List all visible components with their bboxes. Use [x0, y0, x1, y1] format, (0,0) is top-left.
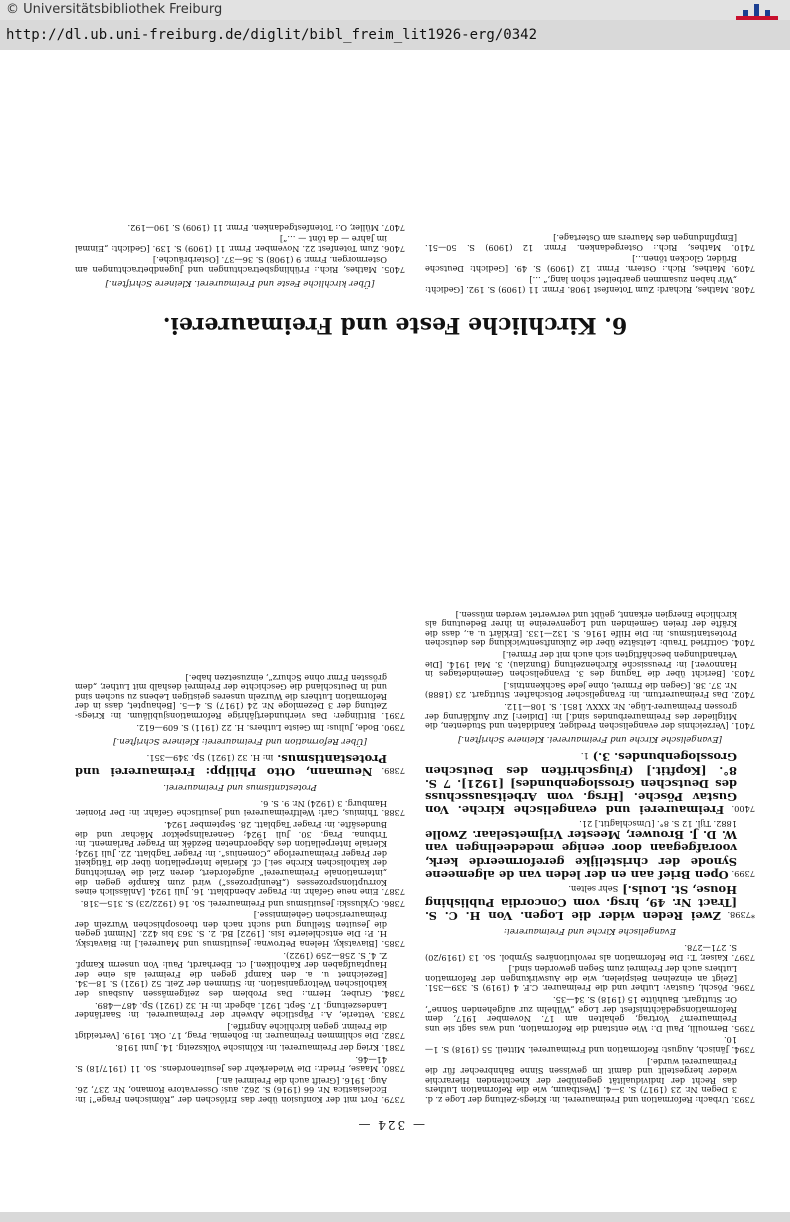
bibliography-entry	[75, 798, 405, 817]
bibliography-entry	[75, 819, 405, 896]
entry-number: 7394.	[728, 1045, 755, 1056]
bibliography-entry	[75, 950, 405, 998]
entry-number: 7407.	[378, 222, 405, 233]
entry-number: 7408.	[728, 285, 755, 295]
entry-number: 7380.	[378, 1064, 405, 1075]
copyright-bar	[0, 0, 790, 20]
entry-title: Neumann, Otto Philipp: Freimaurerei und Protestantismus.	[74, 751, 387, 780]
entry-text: Die schlimmen Freimaurer. in: Bohemia. Prag, 17. Okt. 1919. [Verteidigt die Freimr. gegen kirchliche Angriffe.]	[75, 1021, 387, 1042]
entry-number: 7388.	[378, 808, 405, 819]
entry-text: Vetterle, A.: Päpstliche Abwehr der Freimaurerei. in: Saarländer Landeszeitung. 17. Sept. 1921. abgedr. in: H. 32 (1921) Sp. 487—489.	[75, 1000, 387, 1021]
lower-right-column	[425, 230, 755, 294]
entry-number: 7404.	[728, 638, 755, 649]
bibliography-entry	[75, 255, 405, 274]
entry-text: Gruber, Herm.: Das Problem des zeitgemässen Ausbaus der katholischen Weltorganisation. in: Stimmen der Zeit. 52 (1921) S. 18—34. [Bezeichnet u. a. den Kampf gegen die Freimrei als eine der Hauptaufgaben der Katholiken.] ct. Eberhardt, Paul: Von unserm Kampf. Z. 4. S. 258—259 (1922).	[74, 950, 387, 1000]
entry-number: 7379.	[378, 1095, 405, 1105]
bibliography-entry	[75, 1054, 405, 1073]
entry-number: 7409.	[725, 263, 755, 274]
entry-text: in: H. 32 (1921) Sp. 349—351.	[146, 752, 274, 763]
entry-text: Mathes, Richard: Zum Totenfest 1908. Frmr. 11 (1909) S. 192. [Gedicht: „Wir haben zusammen gearbeitet schon lang,“ …]	[424, 275, 737, 295]
entry-text: Fort mit der Konfusion über das Erlöschen der „Römischen Frage“! in: Ecclesiastica Nr. 66 (1916) S. 262. aus: Osservatore Romano, Nr. 237, 26. Aug. 1916. [Greift auch die Freimrei an.]	[75, 1075, 387, 1105]
entry-number: 7385.	[377, 939, 405, 950]
bottom-bar	[0, 1212, 790, 1222]
entry-text: 1882. Tijl. 12 S. 8°. [Umschlagtit.] 21.	[579, 818, 737, 829]
entry-number: 7390.	[378, 722, 405, 733]
url-bar[interactable]	[0, 20, 790, 50]
bibliography-entry	[75, 752, 405, 778]
entry-number: 7406.	[378, 243, 405, 254]
entry-number: 7397.	[728, 952, 755, 963]
subsection-heading: [Evangelische Kirche und Freimaurerei. Kleinere Schriften.]	[458, 734, 722, 745]
entry-number: 7381.	[378, 1043, 405, 1054]
bibliography-entry	[75, 1021, 405, 1040]
bibliography-entry	[425, 232, 755, 251]
page-number: — 324 —	[356, 1118, 425, 1132]
bibliography-entry	[75, 1042, 405, 1052]
entry-text: Bernoulli, Paul D.: Wie entstand die Reformation, und was sagt sie uns Freimaurern? Vortrag, gehalten am 17. November 1917, dem Reformationsgedächtnisfest der Loge „Wilhelm zur aufgehenden Sonne“, Or. Stuttgart. Bauhütte 15 (1918) S. 34—35.	[425, 995, 737, 1034]
entry-text: [Bericht über die Tagung des 3. Evangelischen Gemeindetages in Hannover.] in: Preussische Kirchenzeitung (Bunzlau). 3. Mai 1914. [Die Verhandlungen beschäftigten sich auch mit der Frmrei.]	[425, 650, 737, 680]
url-text[interactable]: http://dl.ub.uni-freiburg.de/diglit/bibl_freim_lit1926-erg/0342	[6, 27, 538, 43]
entry-title: Zwei Reden wider die Logen. Von H. C. S. [Tract Nr. 49, hrsg. vom Concordia Publishing House, St. Louis.]	[425, 883, 737, 924]
entry-text: Urbach: Reformation und Freimaurerei. in: Kriegs-Zeitung der Loge z. d. 3 Degen Nr. 23 (1917) S. 3—4. [Westbaum, wie die Reformation Luthers das Recht der Individualität gegenüber der knechtenden Hierarchie wieder hergestellt und damit im gewissen Sinne Bahnbrecher für die Freimaurerei wurde.]	[425, 1056, 737, 1105]
entry-number: 7382.	[378, 1031, 405, 1042]
entry-text: Gottfried Traub: Leitsätze über die Zukunftsentwicklung des deutschen Protestantismus. in: Die Hilfe 1916. S. 132—133. [Erklärt u. a., dass die Kräfte der freien Gemeinden und Logenvereine in ihrer Bedeutung als kirchliche Energien erkannt, geübt und verwertet werden müssen.]	[425, 609, 737, 649]
bibliography-entry	[425, 818, 755, 880]
subsection-heading: [Über Reformation und Freimaurerei: Kleinere Schriften.]	[113, 735, 367, 746]
entry-number: 7410.	[721, 242, 755, 253]
entry-number: 7402.	[728, 690, 755, 701]
copyright-text: © Universitätsbibliothek Freiburg	[6, 2, 223, 17]
bibliography-entry	[425, 750, 755, 816]
entry-text: Bittlinger: Das vierhundertjährige Reformationsjubiläum. in: Kriegs-Zeitung der 3 Dezemloge Nr. 24 (1917) S. 4—5. [Behauptet, dass in der Reformation Luthers die Wurzeln unseres geistigen Lebens zu suchen sind und in Deutschland die Geschichte der Freimrei deshalb mit Luther, „dem grössten Frmr ohne Schurz“, einzusetzen habe.]	[74, 672, 387, 722]
entry-number: 7400.	[724, 804, 755, 815]
rotated-page	[10, 50, 780, 1212]
section-heading: 6. Kirchliche Feste und Freimaurerei.	[162, 312, 628, 338]
entry-number: 7403.	[725, 669, 755, 680]
entry-text: Pöschl, Gustav: Luther und die Freimaurer. C.F. 4 (1919) S. 339—351. [Zeigt an einzelnen Beispielen, wie die Auswirkungen der Reformation Luthers auch der Freimrei zum Segen geworden sind.]	[425, 964, 737, 994]
entry-number: 7391.	[375, 711, 405, 722]
bibliography-entry	[425, 649, 755, 678]
entry-number: 7383.	[374, 1010, 405, 1021]
entry-number: 7393.	[728, 1095, 755, 1105]
subsection-heading: Evangelische Kirche und Freimaurerei:	[504, 926, 676, 937]
entry-number: 7389.	[372, 766, 405, 777]
entry-number: 7399.	[728, 868, 755, 879]
entry-number: 7405.	[376, 264, 405, 275]
entry-text: Thimius, Carl: Weltfreimaurerei und jesuitische Gefahr. in: Der Pionier. Hamburg. 3 (1924) Nr. 9. S. 6.	[75, 798, 387, 819]
entry-number: 7396.	[727, 983, 755, 994]
entry-text: Mathes, Rich.: Frühlingsbetrachtungen und Jugendbetrachtungen am Ostermorgen. Frmr. 9 (1908) S. 36—37. [Osterbräuche.]	[75, 255, 387, 275]
entry-number: 7395.	[728, 1023, 755, 1034]
bibliography-entry	[75, 672, 405, 720]
bibliography-entry	[75, 222, 405, 232]
bibliography-entry	[425, 1035, 755, 1054]
entry-number: 7387.	[378, 887, 405, 898]
scanned-page	[10, 50, 780, 1212]
entry-text: 1.	[580, 751, 589, 762]
bibliography-entry	[75, 722, 405, 732]
entry-text: Eine neue Gefahr. in: Prager Abendblatt. 16. Juli 1924. [Anlässlich eines Korruptionsprozesses („Reuniprozess“) wird zum Kampfe gegen die „internationale Freimaurerei“ aufgefordert, deren Ziel die Vernichtung der katholischen Kirche sei.] cf. Kleriale Interpellation über die Tätigkeit der Prager Freimaurerloge „Comenius“. in: Prager Tagblatt. 22. Juli 1924; Kleriale Interpellation des Abgeordneten Bezděk im Prager Parlament. in: Tribuna. Prag. 30. Juli 1924; Generalinspektor Mächar und die Bundesäfte. in: Prager Tagblatt. 28. September 1924.	[75, 819, 387, 898]
entry-text: [Biavatsky, Helena Petrowna: Jesuitismus und Maurerei.] in: Biavatsky, H. P.: Die entschleierte Isis. [1922] Bd. 2. S. 363 bis 422. [Nimmt gegen die Jesuiten Stellung und sucht nach den theosophischen Wurzeln der freimaurerischen Geheimnisse.]	[75, 910, 387, 950]
bibliography-entry	[425, 943, 755, 962]
entry-number: 7386.	[378, 898, 405, 909]
right-column	[425, 607, 755, 1104]
bibliography-entry	[425, 680, 755, 699]
entry-number: *7398.	[721, 910, 755, 921]
entry-text: Zum Totenfest 22. November. Frmr. 11 (1909) S. 139. [Gedicht: „Einmal im Jahre — da tönt — …“]	[75, 234, 387, 254]
bibliography-entry	[425, 994, 755, 1032]
bibliography-entry	[425, 701, 755, 730]
entry-title: Open Brief aan en der leden van de algemeene Synode der christelijke gereformeerde kerk, voorafgegaan door eenige mededeelingen van W. D. J. Brouwer, Meester Vrijmetselaar. Zwolle	[425, 828, 737, 882]
bibliography-entry	[75, 1000, 405, 1019]
entry-text: Sehr selten.	[568, 884, 619, 895]
bibliography-entry	[425, 964, 755, 993]
left-column	[75, 670, 405, 1104]
bibliography-entry	[425, 883, 755, 923]
bibliography-entry	[75, 910, 405, 948]
subsection-heading: [Über kirchliche Feste und Freimaurerei. Kleinere Schriften.]	[105, 278, 375, 288]
bibliography-entry	[75, 898, 405, 908]
entry-text: [Verzeichnis der evangelischen Prediger, Kandidaten und Studenten, die Mitglieder des Freimaurerbundes sind.] in: [Didier:] Zur Aufklärung der grossen Freimaurer-Lüge. Nr. XXXV. 1851. S. 108—112.	[425, 702, 737, 732]
entry-text: Maase, Friedr.: Die Wiederkehr des Jesuitenordens. So. 11 (1917/18) S. 41—46.	[74, 1054, 387, 1075]
entry-number: 7384.	[372, 989, 405, 1000]
entry-number: 7401.	[728, 721, 755, 732]
entry-text: Krieg der Freimaurerei. in: Kölnische Volkszeitg. 14. Juni 1918.	[115, 1043, 379, 1054]
bibliography-entry	[75, 234, 405, 253]
bibliography-entry	[75, 1075, 405, 1104]
entry-text: Kaiser, T.: Die Reformation als revolutionäres Symbol. So. 13 (1919/20) S. 271—278.	[425, 943, 737, 963]
entry-text: Mathes, Rich.: Ostern. Frmr. 12 (1909) S. 49. [Gedicht: Deutsche Brüder, Glocken tönen…]	[425, 254, 737, 274]
entry-text: Mathes, Rich.: Ostergedanken. Frmr. 12 (1909) S. 50—51. [Empfindungen des Maurers am Ostertage.]	[425, 233, 737, 253]
bibliography-entry	[425, 609, 755, 647]
bibliography-entry	[425, 254, 755, 273]
entry-text: Bode, Julius: Im Geiste Luthers. H. 22 (1911) S. 609—612.	[136, 722, 379, 733]
subsection-heading: Protestantismus und Freimaurerei.	[163, 782, 317, 793]
bibliography-entry	[425, 275, 755, 294]
entry-text: Cyklusski: Jesuitismus und Freimaurerei. So. 16 (1922/23) S. 315—318.	[80, 898, 379, 909]
bibliography-entry	[425, 1056, 755, 1104]
entry-title: Freimaurerei und evangelische Kirche. Von Gustav Pösche. [Hrsg. vom Arbeitsausschuss des Deutschen Grosslogenbundes] [1921]. 7 S. 8°. [Kopftit.] (Flugschriften des Deutschen Grosslogenbundes. 3.)	[425, 750, 737, 818]
entry-text: Müller, O.: Totenfestgedanken. Frmr. 11 (1909) S. 190—192.	[127, 222, 379, 233]
entry-text: Das Freimaurertum. in: Evangelischer Botschafter. Stuttgart. 23 (1888) Nr. 37. 38. [Gegen die Frmrei, ohne jede Sachkenntnis.]	[424, 680, 737, 701]
lower-left-column	[75, 220, 405, 294]
entry-text: Jänisch, August: Reformation und Freimaurerei. Mitteil. 55 (1918) S. 1—10.	[424, 1035, 737, 1056]
